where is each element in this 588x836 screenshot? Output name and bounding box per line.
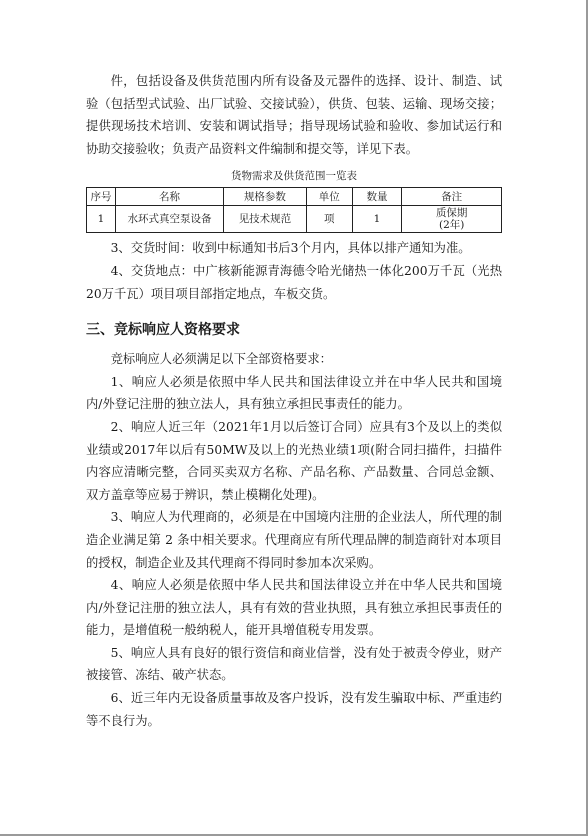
header-qty: 数量: [352, 188, 402, 206]
qualification-item-4: 4、响应人必须是依照中华人民共和国法律设立并在中华人民共和国境内/外登记注册的独立法人，具有有效的营业执照，具有独立承担民事责任的能力，是增值税一般纳税人，能开具增值税专用发票。: [86, 578, 502, 638]
cell-name: 水环式真空泵设备: [116, 206, 224, 233]
qualification-item-5: 5、响应人具有良好的银行资信和商业信誉，没有处于被责令停业，财产被接管、冻结、破产状态。: [86, 645, 502, 683]
cell-unit: 项: [306, 206, 352, 233]
header-name: 名称: [116, 188, 224, 206]
table-row: [87, 206, 502, 233]
qualification-item-3: 3、响应人为代理商的，必须是在中国境内注册的企业法人，所代理的制造企业满足第 2 条中相关要求。代理商应有所代理品牌的制造商针对本项目的授权，制造企业及其代理商不得同时参加本次采购。: [86, 510, 502, 570]
header-no: 序号: [87, 188, 116, 206]
header-remark: 备注: [402, 188, 502, 206]
delivery-place: 4、交货地点：中广核新能源青海德令哈光储热一体化200万千瓦（光热20万千瓦）项目项目部指定地点，车板交货。: [86, 263, 502, 301]
remark-line-2: (2年): [439, 219, 465, 232]
qualification-intro: 竞标响应人必须满足以下全部资格要求：: [110, 352, 332, 367]
section-title: 三、竞标响应人资格要求: [86, 322, 240, 339]
intro-paragraph: 件，包括设备及供货范围内所有设备及元器件的选择、设计、制造、试验（包括型式试验、出厂试验、交接试验），供货、包装、运输、现场交接；提供现场技术培训、安装和调试指导；指导现场试验和验收、参加试运行和协助交接验收；负责产品资料文件编制和提交等，详见下表。: [86, 74, 502, 156]
cell-spec: 见技术规范: [223, 206, 306, 233]
cell-remark: [402, 206, 502, 233]
qualification-item-1: 1、响应人必须是依照中华人民共和国法律设立并在中华人民共和国境内/外登记注册的独立法人，具有独立承担民事责任的能力。: [86, 374, 502, 412]
cell-no: 1: [87, 206, 116, 233]
delivery-time: 3、交货时间：收到中标通知书后3个月内，具体以排产通知为准。: [110, 241, 471, 256]
qualification-item-2: 2、响应人近三年（2021年1月以后签订合同）应具有3个及以上的类似业绩或2017年以后有50MW及以上的光热业绩1项(附合同扫描件，扫描件内容应清晰完整，合同买卖双方名称、产品名称、产品数量、合同总金额、双方盖章等应易于辨识，禁止模糊化处理)。: [86, 419, 502, 502]
cell-qty: 1: [352, 206, 402, 233]
remark-line-1: 质保期: [435, 207, 468, 220]
header-unit: 单位: [306, 188, 352, 206]
table-caption: 货物需求及供货范围一览表: [231, 170, 357, 183]
table-header-row: [87, 188, 502, 206]
qualification-item-6: 6、近三年内无设备质量事故及客户投诉，没有发生骗取中标、严重违约等不良行为。: [86, 691, 502, 728]
goods-table: [86, 187, 502, 233]
header-spec: 规格参数: [223, 188, 306, 206]
